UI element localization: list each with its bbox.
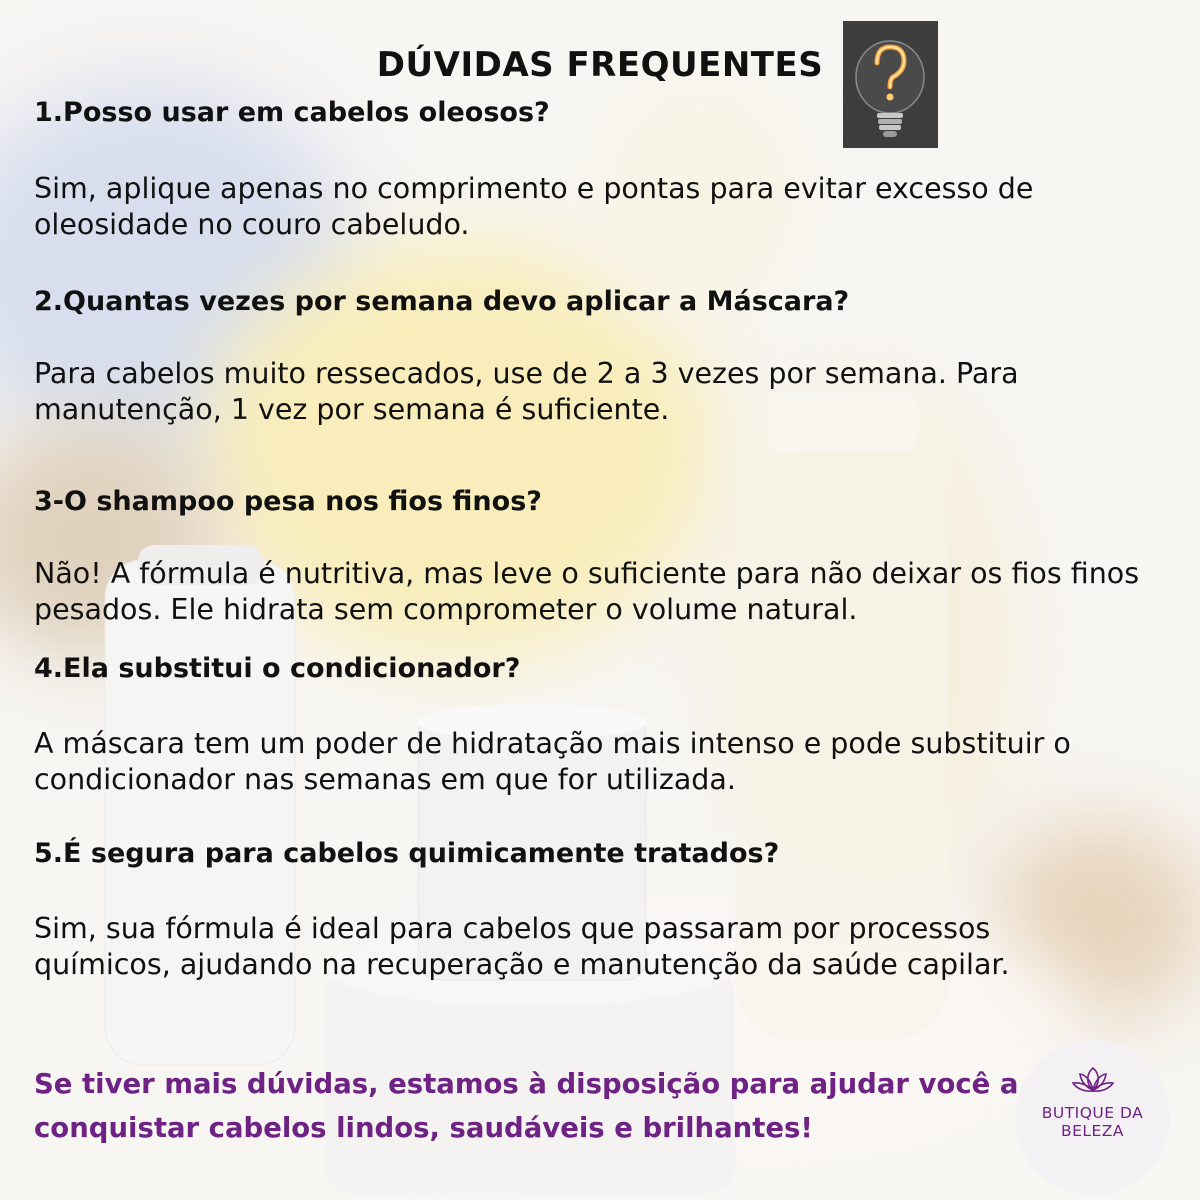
page-title: DÚVIDAS FREQUENTES: [376, 44, 824, 85]
brand-badge: [1015, 1040, 1170, 1195]
contact-cta: [34, 1062, 1034, 1150]
faq-answer-4: [34, 726, 1194, 798]
answer-line: oleosidade no couro cabeludo.: [34, 208, 470, 241]
answer-line: Não! A fórmula é nutritiva, mas leve o suficiente para não deixar os fios finos: [34, 557, 1140, 590]
faq-answer-2: [34, 356, 1194, 428]
brand-name: [1015, 1104, 1170, 1140]
cta-line: conquistar cabelos lindos, saudáveis e brilhantes!: [34, 1112, 813, 1144]
brand-line: BELEZA: [1060, 1122, 1125, 1140]
faq-answer-5: [34, 911, 1194, 983]
answer-line: químicos, ajudando na recuperação e manutenção da saúde capilar.: [34, 948, 1010, 981]
answer-line: A máscara tem um poder de hidratação mais intenso e pode substituir o: [34, 727, 1071, 760]
lightbulb-question-icon: [843, 21, 938, 148]
faq-answer-3: [34, 556, 1194, 628]
faq-question-2: 2.Quantas vezes por semana devo aplicar a Máscara?: [34, 286, 850, 317]
faq-question-4: 4.Ela substitui o condicionador?: [34, 653, 521, 684]
brand-line: BUTIQUE DA: [1041, 1104, 1144, 1122]
answer-line: Sim, aplique apenas no comprimento e pontas para evitar excesso de: [34, 172, 1034, 205]
answer-line: Para cabelos muito ressecados, use de 2 a 3 vezes por semana. Para: [34, 357, 1019, 390]
faq-question-5: 5.É segura para cabelos quimicamente tratados?: [34, 838, 780, 869]
answer-line: pesados. Ele hidrata sem comprometer o volume natural.: [34, 593, 858, 626]
answer-line: condicionador nas semanas em que for utilizada.: [34, 763, 736, 796]
cta-line: Se tiver mais dúvidas, estamos à disposição para ajudar você a: [34, 1068, 1019, 1100]
answer-line: manutenção, 1 vez por semana é suficiente.: [34, 393, 670, 426]
faq-question-3: 3-O shampoo pesa nos fios finos?: [34, 486, 542, 517]
faq-answer-1: [34, 171, 1194, 243]
lotus-icon: [1071, 1064, 1115, 1094]
faq-question-1: 1.Posso usar em cabelos oleosos?: [34, 97, 550, 128]
answer-line: Sim, sua fórmula é ideal para cabelos que passaram por processos: [34, 912, 991, 945]
